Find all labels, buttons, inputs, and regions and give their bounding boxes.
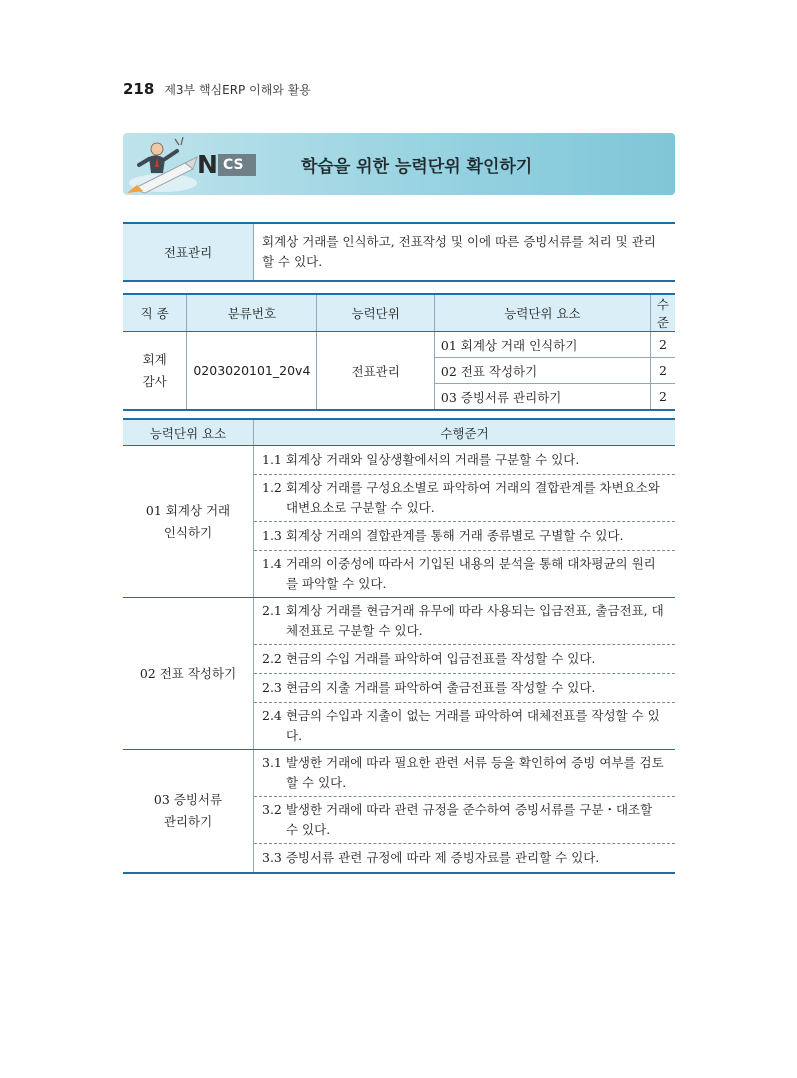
level-cell: 2 [650,358,675,384]
table-row [123,598,675,645]
column-header: 직 종 [123,294,187,332]
table-header-row [123,294,675,332]
criterion-text: 3.1 발생한 거래에 따라 필요한 관련 서류 등을 확인하여 증빙 여부를 검토할 수 있다. [262,755,664,790]
element-cell: 03 증빙서류 관리하기 [434,384,650,411]
criterion-text: 3.3 증빙서류 관련 규정에 따라 제 증빙자료를 관리할 수 있다. [262,850,600,865]
criterion-text: 2.4 현금의 수입과 지출이 없는 거래를 파악하여 대체전표를 작성할 수 있다. [262,708,660,743]
unit-description: 회계상 거래를 인식하고, 전표작성 및 이에 따른 증빙서류를 처리 및 관리할 수 있다. [262,234,656,269]
table-row [123,750,675,797]
criterion-text: 1.3 회계상 거래의 결합관계를 통해 거래 종류별로 구별할 수 있다. [262,528,624,543]
ncs-badge [197,151,297,178]
ncs-badge-cs: CS [218,154,256,176]
criterion-text: 2.1 회계상 거래를 현금거래 유무에 따라 사용되는 입금전표, 출금전표, 대체전표로 구분할 수 있다. [262,603,664,638]
classification-table [123,293,675,411]
page-header [123,80,311,98]
table-row [123,446,675,475]
column-header: 능력단위 [317,294,435,332]
code-cell: 0203020101_20v4 [187,332,317,411]
criterion-text: 3.2 발생한 거래에 따라 관련 규정을 준수하여 증빙서류를 구분・대조할 수 있다. [262,802,653,837]
criterion-text: 2.2 현금의 수입 거래를 파악하여 입금전표를 작성할 수 있다. [262,651,596,666]
criterion-text: 1.2 회계상 거래를 구성요소별로 파악하여 거래의 결합관계를 차변요소와 대변요소로 구분할 수 있다. [262,480,660,515]
criterion-text: 1.1 회계상 거래와 일상생활에서의 거래를 구분할 수 있다. [262,452,580,467]
column-header: 능력단위 요소 [123,419,254,446]
table-row [123,223,675,281]
criteria-element-cell [123,598,254,750]
level-cell: 2 [650,332,675,358]
element-cell: 01 회계상 거래 인식하기 [434,332,650,358]
element-line: 인식하기 [163,524,213,540]
criterion-text: 2.3 현금의 지출 거래를 파악하여 출금전표를 작성할 수 있다. [262,680,596,695]
element-line: 관리하기 [163,814,213,829]
job-line: 회계 [142,351,167,367]
job-cell [123,332,187,411]
table-row [123,332,675,358]
criterion-text: 1.4 거래의 이중성에 따라서 기입된 내용의 분석을 통해 대차평균의 원리를 파악할 수 있다. [262,556,656,591]
element-line: 01 회계상 거래 [145,502,231,518]
section-banner [123,133,675,195]
element-line: 02 전표 작성하기 [139,665,237,681]
column-header: 분류번호 [187,294,317,332]
banner-title: 학습을 위한 능력단위 확인하기 [301,157,533,177]
column-header: 수 준 [650,294,675,332]
ncs-badge-n: N [197,150,217,179]
criteria-element-cell [123,446,254,598]
criteria-table [123,418,675,874]
level-cell: 2 [650,384,675,411]
column-header: 능력단위 요소 [434,294,650,332]
criteria-element-cell [123,750,254,874]
page-number: 218 [123,80,155,98]
column-header: 수행준거 [254,419,676,446]
chapter-title: 제3부 핵심ERP 이해와 활용 [164,83,311,97]
element-line: 03 증빙서류 [153,792,223,807]
job-line: 감사 [142,373,167,389]
unit-summary-table [123,222,675,282]
table-header-row [123,419,675,446]
unit-label: 전표관리 [123,223,254,281]
unit-cell: 전표관리 [317,332,435,411]
element-cell: 02 전표 작성하기 [434,358,650,384]
